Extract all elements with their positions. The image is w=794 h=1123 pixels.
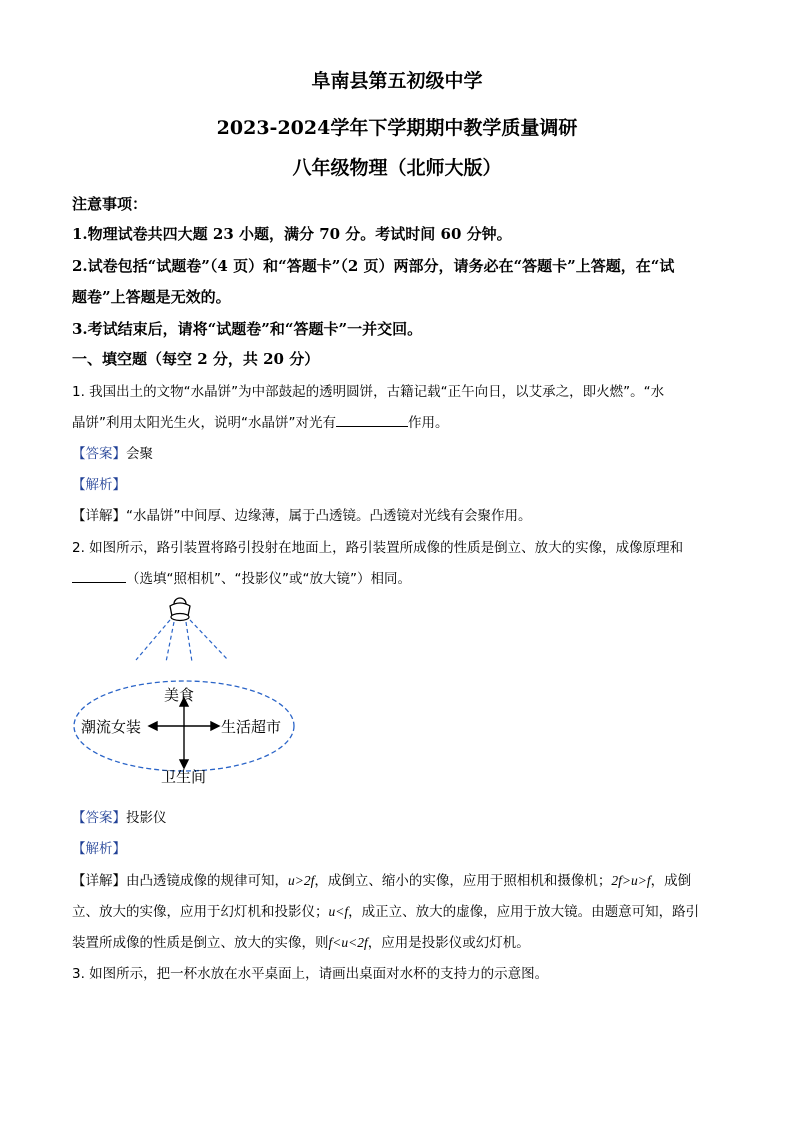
direction-arrows [149, 698, 219, 768]
q2-detail-text: 装置所成像的性质是倒立、放大的实像，则 [72, 935, 329, 951]
detail-tag: 【详解】 [72, 508, 126, 524]
q2-detail-text: 立、放大的实像，应用于幻灯机和投影仪； [72, 904, 329, 920]
school-title: 阜南县第五初级中学 [311, 70, 483, 92]
q2-text: 2. 如图所示，路引装置将路引投射在地面上，路引装置所成像的性质是倒立、放大的实像，成像原理和 [72, 540, 684, 556]
q2-detail-text: 由凸透镜成像的规律可知， [126, 873, 288, 889]
q2-text-options: （选填“照相机”、“投影仪”或“放大镜”）相同。 [126, 571, 411, 587]
q1-answer-value: 会聚 [126, 446, 153, 462]
q2-answer [72, 806, 728, 826]
q2-answer-value: 投影仪 [126, 810, 167, 826]
light-rays [136, 620, 228, 662]
notes-heading: 注意事项： [72, 195, 148, 213]
q1-answer-blank[interactable] [336, 412, 408, 427]
fig-label-bottom: 卫生间 [161, 768, 207, 786]
notes-item-3: 3.考试结束后，请将“试题卷”和“答题卡”一并交回。 [72, 320, 423, 338]
q1-text: 1. 我国出土的文物“水晶饼”为中部鼓起的透明圆饼，古籍记载“正午向日，以艾承之，即火燃”。“水 [72, 384, 665, 400]
q2-detail-text: ，成倒 [650, 873, 692, 889]
q1-detail-text: “水晶饼”中间厚、边缘薄，属于凸透镜。凸透镜对光线有会聚作用。 [126, 508, 532, 524]
notes-item-2: 2.试卷包括“试题卷”（4 页）和“答题卡”（2 页）两部分，请务必在“答题卡”上答题，在“试 [72, 257, 675, 275]
q2-text-cont [72, 567, 728, 587]
projector-lamp-icon [170, 598, 190, 621]
notes-item-2-cont: 题卷”上答题是无效的。 [72, 288, 231, 306]
q3-text: 3. 如图所示，把一杯水放在水平桌面上，请画出桌面对水杯的支持力的示意图。 [72, 966, 549, 982]
q2-detail-text: ，应用是投影仪或幻灯机。 [367, 935, 530, 951]
q2-detail-3 [72, 931, 728, 951]
answer-tag: 【答案】 [72, 810, 126, 826]
q2-figure [70, 592, 310, 797]
q1-analysis-tag: 【解析】 [72, 477, 126, 493]
q1-text-post: 作用。 [407, 415, 449, 431]
q2-detail-1 [72, 869, 728, 889]
math-u-lt-f: u<f [328, 904, 349, 919]
q2-detail-text: ，成正立、放大的虚像，应用于放大镜。由题意可知，路引 [348, 904, 700, 920]
math-f-lt-u-lt-2f: f<u<2f [328, 935, 368, 950]
detail-tag: 【详解】 [72, 873, 126, 889]
math-2f-gt-u-gt-f: 2f>u>f [611, 873, 651, 888]
q1-detail [72, 504, 728, 524]
q1-text-cont [72, 411, 728, 431]
fig-label-left: 潮流女装 [81, 718, 142, 736]
q2-answer-blank[interactable] [72, 568, 126, 583]
subject-title: 八年级物理（北师大版） [292, 157, 502, 179]
section-heading: 一、填空题（每空 2 分，共 20 分） [72, 350, 320, 368]
q1-answer [72, 442, 728, 462]
q2-analysis-tag: 【解析】 [72, 841, 126, 857]
fig-label-top: 美食 [164, 686, 195, 704]
fig-label-right: 生活超市 [221, 718, 282, 736]
q2-detail-2 [72, 900, 728, 920]
q2-detail-text: ，成倒立、缩小的实像，应用于照相机和摄像机； [314, 873, 612, 889]
exam-title: 2023-2024学年下学期期中教学质量调研 [216, 117, 578, 139]
answer-tag: 【答案】 [72, 446, 126, 462]
notes-item-1: 1.物理试卷共四大题 23 小题，满分 70 分。考试时间 60 分钟。 [72, 225, 512, 243]
math-u-gt-2f: u>2f [288, 873, 315, 888]
q1-text-pre: 晶饼”利用太阳光生火，说明“水晶饼”对光有 [72, 415, 336, 431]
